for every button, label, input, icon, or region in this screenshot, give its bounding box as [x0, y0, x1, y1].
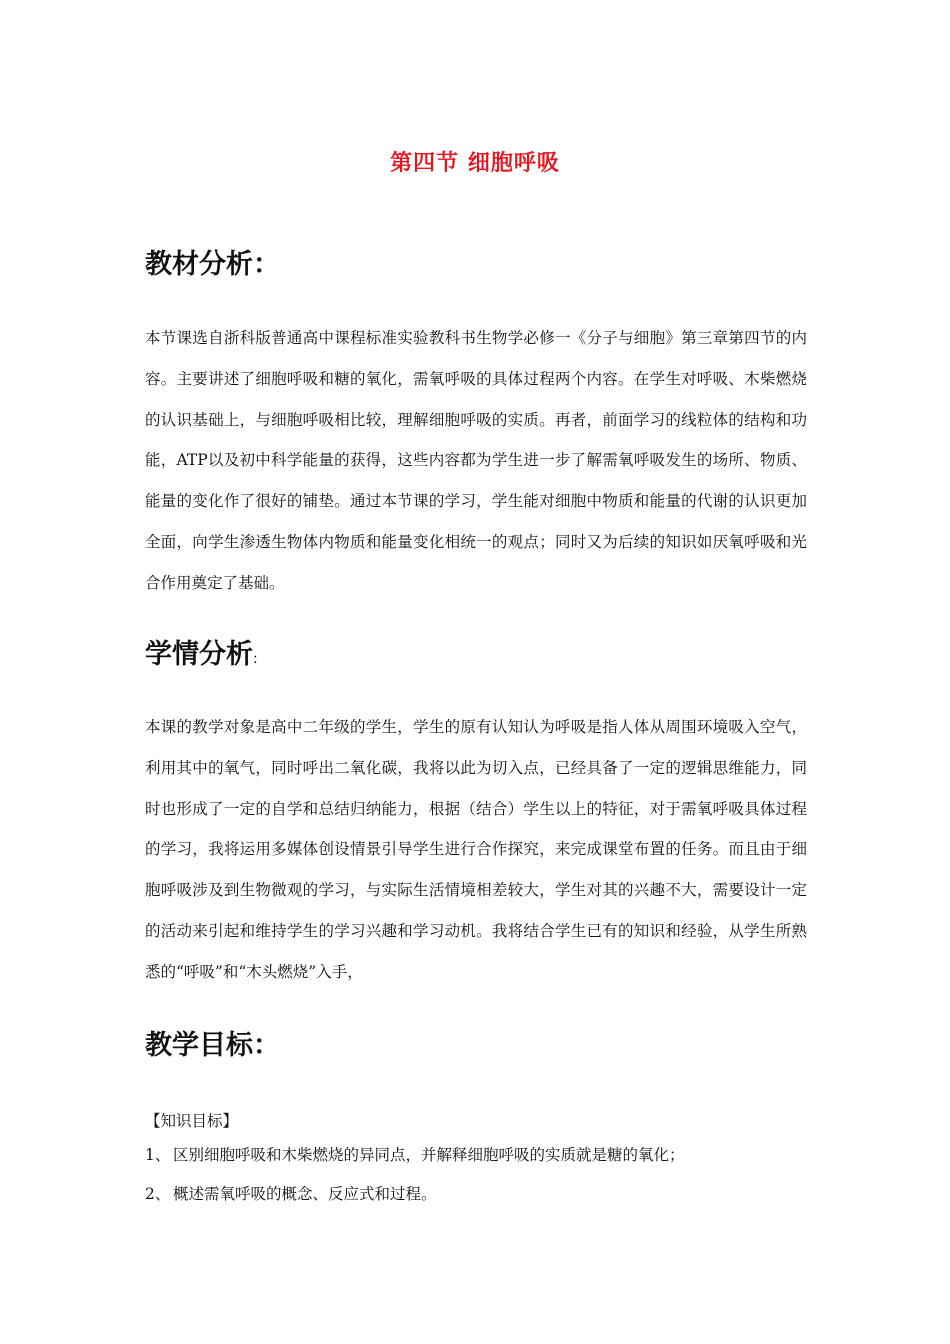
- objective-item: [145, 1140, 807, 1170]
- objective-item-text: 区别细胞呼吸和木柴燃烧的异同点，并解释细胞呼吸的实质就是糖的氧化；: [173, 1146, 685, 1164]
- student-analysis-heading-colon: :: [253, 651, 258, 667]
- student-analysis-paragraph: 本课的教学对象是高中二年级的学生，学生的原有认知认为呼吸是指人体从周围环境吸入空气，利用其中的氧气，同时呼出二氧化碳，我将以此为切入点，已经具备了一定的逻辑思维能力，同时也形成了一定的自学和总结归纳能力，根据（结合）学生以上的特征，对于需氧呼吸具体过程的学习，我将运用多媒体创设情景引导学生进行合作探究，来完成课堂布置的任务。而且由于细胞呼吸涉及到生物微观的学习，与实际生活情境相差较大，学生对其的兴趣不大，需要设计一定的活动来引起和维持学生的学习兴趣和学习动机。我将结合学生已有的知识和经验，从学生所熟悉的“呼吸”和“木头燃烧”入手，: [145, 718, 807, 981]
- section-heading-teaching-objectives: 教学目标：: [145, 1030, 280, 1061]
- document-title: 第四节 细胞呼吸: [390, 151, 560, 176]
- objective-item-text: 概述需氧呼吸的概念、反应式和过程。: [173, 1185, 437, 1203]
- objective-item-number: 2、: [145, 1185, 171, 1203]
- section-heading-textbook-analysis: 教材分析：: [145, 249, 280, 280]
- objective-item-number: 1、: [145, 1146, 171, 1164]
- knowledge-objectives-label: 【知识目标】: [145, 1112, 239, 1130]
- objective-item: [145, 1179, 807, 1209]
- textbook-analysis-paragraph: 本节课选自浙科版普通高中课程标准实验教科书生物学必修一《分子与细胞》第三章第四节的内容。主要讲述了细胞呼吸和糖的氧化，需氧呼吸的具体过程两个内容。在学生对呼吸、木柴燃烧的认识基础上，与细胞呼吸相比较，理解细胞呼吸的实质。再者，前面学习的线粒体的结构和功能，ATP以及初中科学能量的获得，这些内容都为学生进一步了解需氧呼吸发生的场所、物质、能量的变化作了很好的铺垫。通过本节课的学习，学生能对细胞中物质和能量的代谢的认识更加全面，向学生渗透生物体内物质和能量变化相统一的观点；同时又为后续的知识如厌氧呼吸和光合作用奠定了基础。: [145, 329, 807, 592]
- student-analysis-heading-text: 学情分析: [145, 639, 253, 670]
- section-heading-student-analysis: [145, 636, 258, 678]
